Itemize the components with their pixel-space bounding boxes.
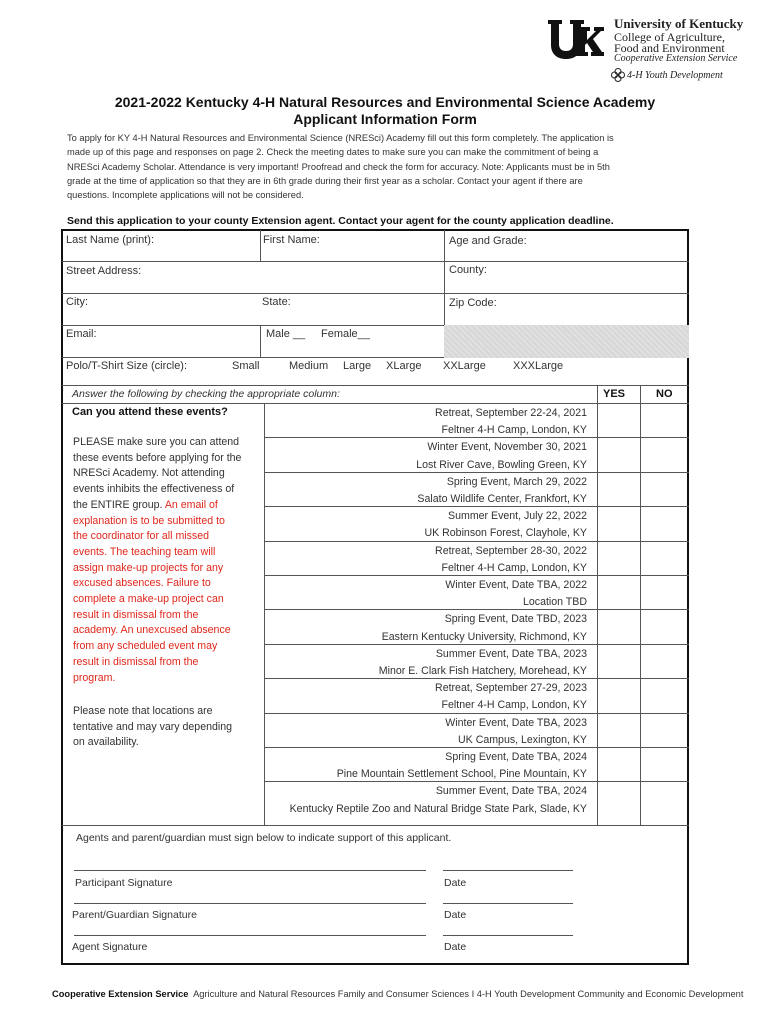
event-date: Retreat, September 27-29, 2023 xyxy=(435,682,587,695)
footer xyxy=(52,989,743,999)
event-date: Spring Event, Date TBD, 2023 xyxy=(444,613,587,626)
yes-checkbox[interactable] xyxy=(598,713,640,746)
no-column-header: NO xyxy=(656,388,673,400)
parent-signature-label: Parent/Guardian Signature xyxy=(72,909,197,921)
event-location: Feltner 4-H Camp, London, KY xyxy=(441,424,587,437)
agent-signature-label: Agent Signature xyxy=(72,941,148,953)
uk-logo xyxy=(546,18,604,62)
no-checkbox[interactable] xyxy=(641,472,688,505)
intro-line: questions. Incomplete applications will not be considered. xyxy=(67,190,304,201)
yes-checkbox[interactable] xyxy=(598,506,640,539)
college-line-1: College of Agriculture, xyxy=(614,30,725,44)
note-line: tentative and may vary depending xyxy=(73,720,233,733)
no-checkbox[interactable] xyxy=(641,437,688,470)
intro-paragraph xyxy=(67,131,677,202)
no-checkbox[interactable] xyxy=(641,403,688,436)
event-location: Eastern Kentucky University, Richmond, KY xyxy=(381,630,587,643)
parent-date-label: Date xyxy=(444,909,467,921)
policy-line: these events before applying for the xyxy=(73,451,242,464)
policy-red-line: events. The teaching team will xyxy=(73,545,216,558)
female-option[interactable]: Female__ xyxy=(321,328,370,340)
send-instructions: Send this application to your county Extension agent. Contact your agent for the county application deadline. xyxy=(67,215,614,227)
footer-service: Cooperative Extension Service xyxy=(52,989,189,999)
age-grade-field[interactable]: Age and Grade: xyxy=(449,235,527,247)
event-location: Salato Wildlife Center, Frankfort, KY xyxy=(417,493,587,505)
yes-checkbox[interactable] xyxy=(598,575,640,608)
policy-red-line: assign make-up projects for any xyxy=(73,561,224,574)
policy-line: NRESci Academy. Not attending xyxy=(73,467,225,480)
event-date: Retreat, September 22-24, 2021 xyxy=(435,407,587,419)
no-checkbox[interactable] xyxy=(641,609,688,642)
intro-line: grade at the time of application so that they are in 6th grade during their first year as a scholar. Contact your agent if there are xyxy=(67,175,583,186)
youth-development: 4-H Youth Development xyxy=(627,70,723,81)
event-date: Summer Event, July 22, 2022 xyxy=(448,510,587,523)
note-line: on availability. xyxy=(73,736,139,749)
size-option[interactable]: XLarge xyxy=(386,360,422,372)
policy-line-start: the ENTIRE group. xyxy=(73,498,163,511)
university-name: University of Kentucky xyxy=(614,16,744,31)
first-name-field[interactable]: First Name: xyxy=(263,234,320,246)
city-field[interactable]: City: xyxy=(66,296,88,308)
policy-line: PLEASE make sure you can attend xyxy=(73,436,240,448)
event-date: Winter Event, November 30, 2021 xyxy=(427,441,587,454)
yes-checkbox[interactable] xyxy=(598,472,640,505)
intro-line: made up of this page and responses on page 2. Check the meeting dates to make sure you can make the commitment of being a xyxy=(67,147,599,158)
yes-checkbox[interactable] xyxy=(598,781,640,814)
event-date: Winter Event, Date TBA, 2022 xyxy=(445,579,587,591)
no-checkbox[interactable] xyxy=(641,541,688,574)
no-checkbox[interactable] xyxy=(641,575,688,608)
agent-date-label: Date xyxy=(444,941,467,953)
event-location: Minor E. Clark Fish Hatchery, Morehead, KY xyxy=(378,665,587,677)
no-checkbox[interactable] xyxy=(641,781,688,814)
participant-signature-label: Participant Signature xyxy=(75,877,173,889)
event-date: Spring Event, March 29, 2022 xyxy=(446,475,587,488)
college-line-2: Food and Environment xyxy=(614,41,725,55)
event-location: Feltner 4-H Camp, London, KY xyxy=(441,699,587,712)
event-date: Winter Event, Date TBA, 2023 xyxy=(445,716,587,729)
policy-red-line: result in dismissal from the xyxy=(73,608,199,621)
policy-red-line: result in dismissal from the xyxy=(73,655,199,668)
events-question: Can you attend these events? xyxy=(72,406,228,418)
policy-line xyxy=(73,498,241,514)
shirt-size-label: Polo/T-Shirt Size (circle): xyxy=(66,360,188,372)
policy-red-line: academy. An unexcused absence xyxy=(73,624,231,637)
answer-instructions: Answer the following by checking the appropriate column: xyxy=(72,388,340,400)
signature-instructions: Agents and parent/guardian must sign below to indicate support of this applicant. xyxy=(76,832,452,844)
location-note xyxy=(73,704,232,751)
size-option[interactable]: XXXLarge xyxy=(513,360,564,372)
event-date: Summer Event, Date TBA, 2024 xyxy=(435,785,587,798)
policy-red-start: An email of xyxy=(164,498,218,511)
policy-red-line: complete a make-up project can xyxy=(73,593,224,606)
yes-checkbox[interactable] xyxy=(598,437,640,470)
policy-line: events inhibits the effectiveness of xyxy=(73,483,235,496)
yes-checkbox[interactable] xyxy=(598,609,640,642)
yes-checkbox[interactable] xyxy=(598,678,640,711)
email-field[interactable]: Email: xyxy=(66,328,97,340)
event-location: UK Robinson Forest, Clayhole, KY xyxy=(424,527,587,540)
event-location: UK Campus, Lexington, KY xyxy=(458,733,587,746)
form-subtitle: Applicant Information Form xyxy=(293,111,477,127)
state-field[interactable]: State: xyxy=(262,296,291,308)
extension-service: Cooperative Extension Service xyxy=(614,53,738,64)
event-date: Summer Event, Date TBA, 2023 xyxy=(435,647,587,660)
event-date: Retreat, September 28-30, 2022 xyxy=(435,544,587,557)
policy-red-line: program. xyxy=(73,671,116,684)
zip-code-field[interactable]: Zip Code: xyxy=(449,297,497,309)
intro-line: NRESci Academy Scholar. Attendance is very important! Proofread and check the form for accuracy. Note: Applicants must be in 5th xyxy=(67,161,610,172)
policy-red-line: from any scheduled event may xyxy=(73,640,218,653)
shaded-cell xyxy=(444,325,689,358)
event-location: Lost River Cave, Bowling Green, KY xyxy=(416,458,587,471)
street-address-field[interactable]: Street Address: xyxy=(66,265,142,277)
policy-red-line: explanation is to be submitted to xyxy=(73,514,225,527)
intro-line: To apply for KY 4-H Natural Resources and Environmental Science (NRESci) Academy fill out this form completely. The application is xyxy=(67,133,614,143)
policy-red-line: the coordinator for all missed xyxy=(73,530,210,543)
no-checkbox[interactable] xyxy=(641,678,688,711)
attendance-policy xyxy=(73,435,241,686)
no-checkbox[interactable] xyxy=(641,506,688,539)
size-option[interactable]: XXLarge xyxy=(443,360,486,372)
no-checkbox[interactable] xyxy=(641,644,688,677)
size-option[interactable]: Large xyxy=(343,360,372,372)
form-title: 2021-2022 Kentucky 4-H Natural Resources and Environmental Science Academy xyxy=(114,94,656,110)
event-location: Location TBD xyxy=(523,596,587,609)
male-option[interactable]: Male __ xyxy=(266,328,306,340)
no-checkbox[interactable] xyxy=(641,713,688,746)
clover-icon xyxy=(611,68,625,82)
yes-checkbox[interactable] xyxy=(598,644,640,677)
size-option[interactable]: Medium xyxy=(289,360,329,372)
event-location: Pine Mountain Settlement School, Pine Mountain, KY xyxy=(336,768,587,781)
yes-column-header: YES xyxy=(603,388,626,400)
event-location: Feltner 4-H Camp, London, KY xyxy=(441,561,587,574)
size-option[interactable]: Small xyxy=(232,360,260,372)
policy-red-line: excused absences. Failure to xyxy=(73,577,211,590)
last-name-field[interactable]: Last Name (print): xyxy=(66,234,155,246)
yes-checkbox[interactable] xyxy=(598,541,640,574)
county-field[interactable]: County: xyxy=(449,264,487,276)
event-location: Kentucky Reptile Zoo and Natural Bridge State Park, Slade, KY xyxy=(289,802,587,815)
no-checkbox[interactable] xyxy=(641,747,688,780)
note-line: Please note that locations are xyxy=(73,705,213,717)
event-date: Spring Event, Date TBA, 2024 xyxy=(445,751,587,763)
participant-date-label: Date xyxy=(444,877,467,889)
yes-checkbox[interactable] xyxy=(598,403,640,436)
footer-programs: Agriculture and Natural Resources Family and Consumer Sciences I 4-H Youth Development Community and Economic Development xyxy=(193,989,744,999)
yes-checkbox[interactable] xyxy=(598,747,640,780)
